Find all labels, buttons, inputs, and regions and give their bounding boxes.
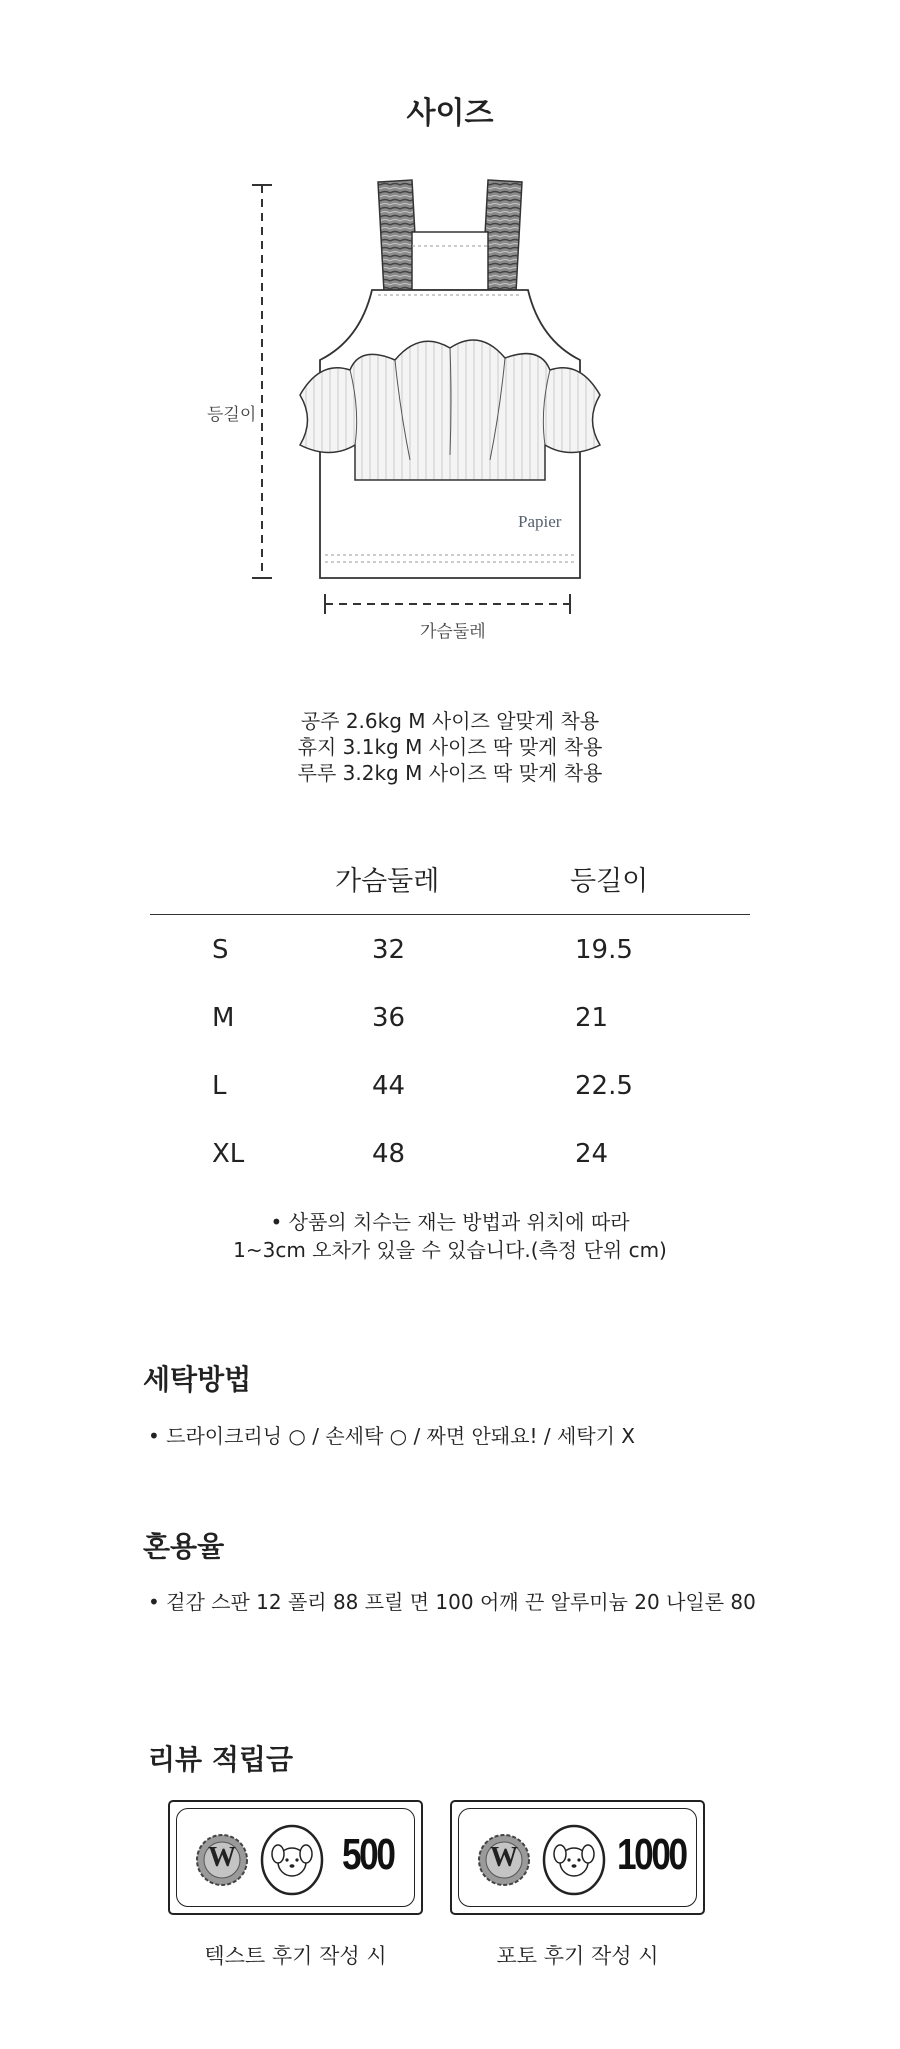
table-row <box>150 1051 750 1119</box>
size-cell: XL <box>212 1139 245 1169</box>
coupon-amount: 500 <box>342 1830 394 1879</box>
washing-title: 세탁방법 <box>143 1363 252 1396</box>
back-cell: 19.5 <box>575 935 633 965</box>
header-back-length: 등길이 <box>570 866 649 897</box>
size-cell: M <box>212 1003 235 1033</box>
page-title: 사이즈 <box>406 96 494 131</box>
size-cell: L <box>212 1071 227 1101</box>
back-cell: 24 <box>575 1139 609 1169</box>
material-text: • 겉감 스판 12 폴리 88 프릴 면 100 어깨 끈 알루미늄 20 나일론 80 <box>148 1590 756 1614</box>
won-icon: W <box>208 1842 236 1873</box>
fit-note: 공주 2.6kg M 사이즈 알맞게 착용 <box>300 709 600 733</box>
table-row <box>150 983 750 1051</box>
fit-notes <box>0 708 900 786</box>
chest-cell: 44 <box>372 1071 406 1101</box>
table-row <box>150 1119 750 1187</box>
material-title: 혼용율 <box>143 1530 225 1563</box>
coupon-caption: 텍스트 후기 작성 시 <box>204 1944 387 1968</box>
fit-note: 루루 3.2kg M 사이즈 딱 맞게 착용 <box>297 761 603 785</box>
header-chest: 가슴둘레 <box>335 866 440 897</box>
chest-cell: 36 <box>372 1003 406 1033</box>
garment-illustration <box>0 150 900 650</box>
coupon-caption: 포토 후기 작성 시 <box>496 1944 659 1968</box>
coupon-photo-review <box>450 1800 705 1915</box>
size-table <box>150 855 750 1187</box>
measurement-note-line: • 상품의 치수는 재는 방법과 위치에 따라 <box>270 1210 630 1234</box>
fit-note: 휴지 3.1kg M 사이즈 딱 맞게 착용 <box>297 735 603 759</box>
back-length-label: 등길이 <box>207 405 257 425</box>
coupon-amount: 1000 <box>617 1830 686 1879</box>
size-cell: S <box>212 935 229 965</box>
measurement-note <box>0 1208 900 1264</box>
back-cell: 21 <box>575 1003 609 1033</box>
brand-logo-text: Papier <box>518 512 562 531</box>
won-icon: W <box>490 1842 518 1873</box>
table-row <box>150 915 750 983</box>
back-cell: 22.5 <box>575 1071 633 1101</box>
washing-text: • 드라이크리닝 ○ / 손세탁 ○ / 짜면 안돼요! / 세탁기 X <box>148 1424 636 1448</box>
size-table-header <box>150 855 750 915</box>
coupon-text-review <box>168 1800 423 1915</box>
chest-cell: 48 <box>372 1139 406 1169</box>
measurement-note-line: 1~3cm 오차가 있을 수 있습니다.(측정 단위 cm) <box>233 1238 667 1262</box>
reward-title: 리뷰 적립금 <box>148 1743 293 1776</box>
size-diagram <box>0 150 900 650</box>
chest-cell: 32 <box>372 935 406 965</box>
chest-label: 가슴둘레 <box>420 622 486 642</box>
